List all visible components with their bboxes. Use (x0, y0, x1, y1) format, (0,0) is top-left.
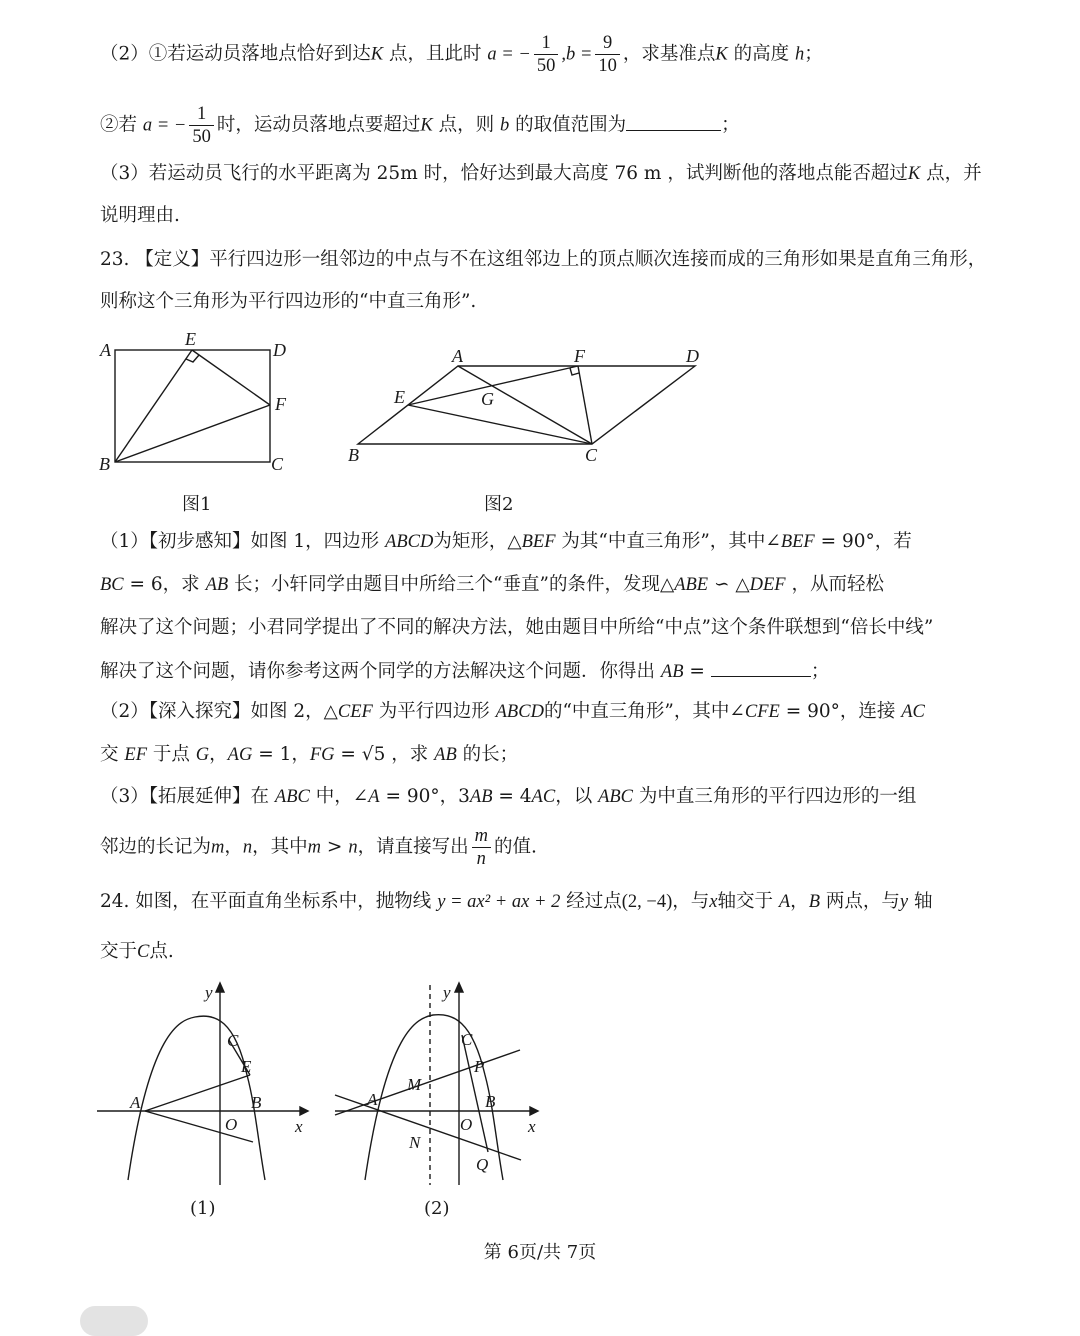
label-O: O (460, 1115, 473, 1134)
q24-line2: 交于C点. (100, 941, 174, 962)
label-C: C (461, 1030, 473, 1049)
label-Q: Q (476, 1155, 489, 1174)
page-footer: 第 6页/共 7页 (483, 1242, 597, 1263)
y-axis-arrow (216, 983, 224, 992)
x-axis-arrow (530, 1107, 538, 1115)
answer-blank (711, 658, 811, 677)
label-x: x (295, 1117, 303, 1136)
q24-line1: 24. 如图，在平面直角坐标系中，抛物线 y = ax² + ax + 2 经过点(2, −4)，与x轴交于 A，B 两点，与y 轴 (100, 891, 933, 912)
q23-part1-line4: 解决了这个问题，请你参考这两个同学的方法解决这个问题．你得出 AB = ； (100, 658, 829, 684)
q23-part2-line2: 交 EF 于点 G，AG = 1，FG = √5 ，求 AB 的长； (100, 744, 519, 765)
segment-be (115, 350, 192, 462)
right-angle-mark (570, 368, 579, 375)
label-O: O (225, 1115, 238, 1134)
label-y: y (443, 983, 451, 1002)
label-A: A (452, 346, 463, 366)
label-C: C (585, 445, 598, 465)
segment-fc (578, 366, 592, 444)
q23-figure-2-caption: 图2 (484, 494, 514, 515)
fraction-one-fiftieth: $\frac{1}{50}$ (534, 32, 559, 77)
label-E: E (185, 329, 196, 349)
fraction-m-over-n: $\frac{m}{n}$ (472, 825, 491, 870)
label-M: M (407, 1075, 422, 1094)
segment-ec (408, 405, 592, 444)
page-indicator-pill[interactable] (80, 1306, 148, 1336)
y-axis-arrow (455, 983, 463, 992)
q23-figure-2 (340, 340, 720, 470)
q23-definition-line1: 23. 【定义】平行四边形一组邻边的中点与不在这组邻边上的顶点顺次连接而成的三角形如果是直角三角形， (100, 249, 987, 270)
label-F: F (574, 346, 585, 366)
fraction-one-fiftieth: $\frac{1}{50}$ (189, 103, 214, 148)
q23-part1-line2: BC = 6，求 AB 长；小轩同学由题目中所给三个“垂直”的条件，发现△ABE ∽ △DEF ，从而轻松 (100, 574, 884, 595)
label-C: C (271, 454, 284, 474)
label-B: B (348, 445, 359, 465)
rectangle-abcd (115, 350, 270, 462)
label-G: G (481, 389, 494, 409)
answer-blank (626, 112, 721, 131)
segment-ab (145, 1075, 250, 1111)
label-D: D (273, 340, 286, 360)
segment-bf (115, 405, 270, 462)
label-E: E (394, 387, 405, 407)
x-axis-arrow (300, 1107, 308, 1115)
q23-figure-1 (95, 325, 305, 485)
q22-part2-1: （2）①若运动员落地点恰好到达K 点，且此时 a = − $\frac{1}{50}$ ,b = $\frac{9}{10}$ ，求基准点K 的高度 h； (100, 33, 823, 76)
segment-ef (192, 350, 270, 405)
q23-part1-line3: 解决了这个问题；小君同学提出了不同的解决方法，她由题目中所给“中点”这个条件联想到“倍长中线” (100, 617, 934, 638)
label-A: A (367, 1090, 378, 1109)
label-y: y (205, 983, 213, 1002)
q23-part3-line1: （3）【拓展延伸】在 ABC 中，∠A = 90°，3AB = 4AC，以 ABC 为中直三角形的平行四边形的一组 (100, 786, 917, 807)
label-N: N (409, 1133, 421, 1152)
label-B: B (251, 1093, 262, 1112)
label-x: x (528, 1117, 536, 1136)
label-A: A (130, 1093, 141, 1112)
label-E: E (241, 1057, 252, 1076)
q24-figure-2 (325, 980, 550, 1190)
label-D: D (686, 346, 699, 366)
q24-figure-1 (95, 980, 315, 1190)
parabola (128, 1016, 265, 1180)
label-C: C (227, 1031, 239, 1050)
q24-figure-1-caption: (1) (190, 1198, 216, 1219)
q23-definition-line2: 则称这个三角形为平行四边形的“中直三角形”. (100, 291, 477, 312)
q22-part3-line2: 说明理由. (100, 205, 180, 226)
label-F: F (275, 394, 286, 414)
fraction-nine-tenths: $\frac{9}{10}$ (595, 32, 620, 77)
q23-part3-line2: 邻边的长记为m，n，其中m > n，请直接写出 $\frac{m}{n}$ 的值. (100, 826, 537, 869)
q24-figure-2-caption: (2) (424, 1198, 450, 1219)
label-P: P (474, 1057, 485, 1076)
label-A: A (100, 340, 111, 360)
label-B: B (485, 1092, 496, 1111)
q23-part1-line1: （1）【初步感知】如图 1，四边形 ABCD为矩形，△BEF 为其“中直三角形”，其中∠BEF = 90°，若 (100, 531, 912, 552)
q22-part2-2: ②若 a = − $\frac{1}{50}$ 时，运动员落地点要超过K 点，则 b 的取值范围为 ； (100, 104, 740, 147)
label-B: B (99, 454, 110, 474)
q22-part3-line1: （3）若运动员飞行的水平距离为 25m 时，恰好达到最大高度 76 m ，试判断他的落地点能否超过K 点，并 (100, 163, 982, 184)
q23-figure-1-caption: 图1 (182, 494, 212, 515)
q23-part2-line1: （2）【深入探究】如图 2，△CEF 为平行四边形 ABCD的“中直三角形”，其中∠CFE = 90°，连接 AC (100, 701, 925, 722)
